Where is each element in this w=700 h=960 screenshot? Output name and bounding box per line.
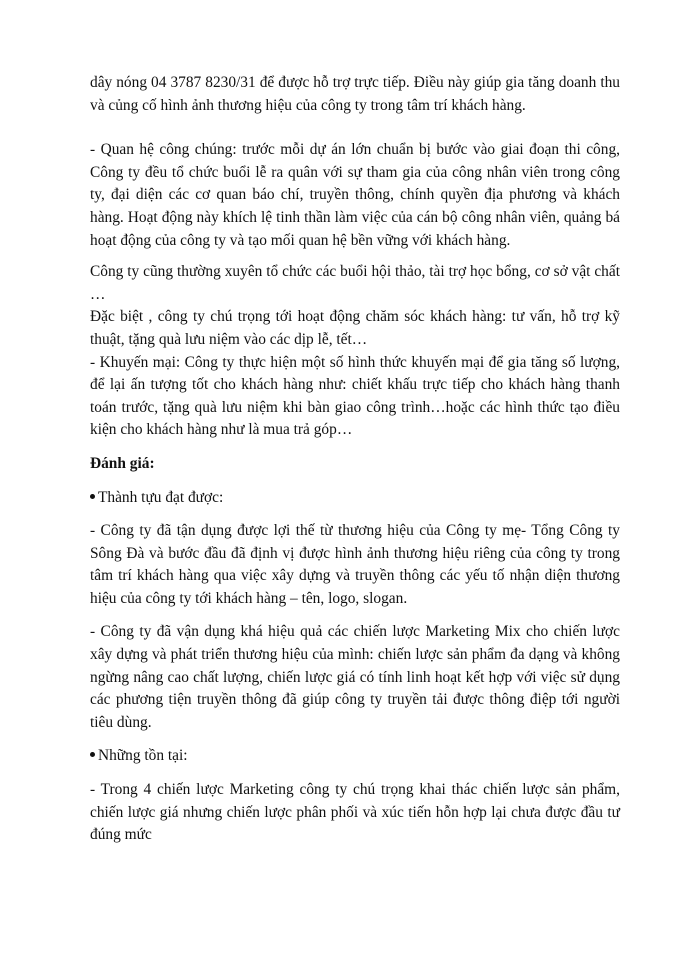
paragraph-customer-care: Đặc biệt , công ty chú trọng tới hoạt động chăm sóc khách hàng: tư vấn, hỗ trợ kỹ thuật, tặng quà lưu niệm vào các dịp lễ, tết… [90,308,620,348]
heading-evaluation: Đánh giá: [90,454,155,472]
document-page [90,72,620,847]
paragraph-promotion: - Khuyến mại: Công ty thực hiện một số hình thức khuyến mại để gia tăng số lượng, để lại ấn tượng tốt cho khách hàng như: chiết khấu trực tiếp cho khách hàng thanh toán trước, tặng quà lưu niệm khi bàn giao công trình…hoặc các hình thức tạo điều kiện cho khách hàng như là mua trả góp… [90,353,620,439]
bullet-achievements [90,487,620,510]
bullet-dot-icon [90,752,95,757]
bullet-shortcomings-label: Những tồn tại: [98,747,188,765]
bullet-dot-icon [90,494,95,499]
paragraph-public-relations: - Quan hệ công chúng: trước mỗi dự án lớn chuẩn bị bước vào giai đoạn thi công, Công ty đều tổ chức buổi lễ ra quân với sự tham gia của công nhân viên trong công ty, đại diện các cơ quan báo chí, truyền thông, chính quyền địa phương và khách hàng. Hoạt động này khích lệ tinh thần làm việc của cán bộ công nhân viên, quảng bá hoạt động của công ty và tạo mối quan hệ bền vững với khách hàng. [90,141,620,249]
paragraph-shortcoming-distribution: - Trong 4 chiến lược Marketing công ty chú trọng khai thác chiến lược sản phẩm, chiến lược giá nhưng chiến lược phân phối và xúc tiến hỗn hợp lại chưa được đầu tư đúng mức [90,781,620,844]
paragraph-achievement-brand: - Công ty đã tận dụng được lợi thế từ thương hiệu của Công ty mẹ- Tổng Công ty Sông Đà và bước đầu đã định vị được hình ảnh thương hiệu riêng của công ty trong tâm trí khách hàng qua việc xây dựng và truyền thông các yếu tố nhận diện thương hiệu của công ty tới khách hàng – tên, logo, slogan. [90,522,620,607]
bullet-achievements-label: Thành tựu đạt được: [98,488,224,506]
paragraph-seminars: Công ty cũng thường xuyên tổ chức các buổi hội thảo, tài trợ học bổng, cơ sở vật chất … [90,263,620,303]
bullet-shortcomings [90,745,620,768]
paragraph-achievement-marketing-mix: - Công ty đã vận dụng khá hiệu quả các chiến lược Marketing Mix cho chiến lược xây dựng và phát triển thương hiệu của mình: chiến lược sản phẩm đa dạng và không ngừng nâng cao chất lượng, chiến lược giá có tính linh hoạt kết hợp với việc sử dụng các phương tiện truyền thông đã giúp công ty truyền tải được thông điệp tới người tiêu dùng. [90,623,620,731]
paragraph-hotline: dây nóng 04 3787 8230/31 để được hỗ trợ trực tiếp. Điều này giúp gia tăng doanh thu và củng cố hình ảnh thương hiệu của công ty trong tâm trí khách hàng. [90,74,620,114]
